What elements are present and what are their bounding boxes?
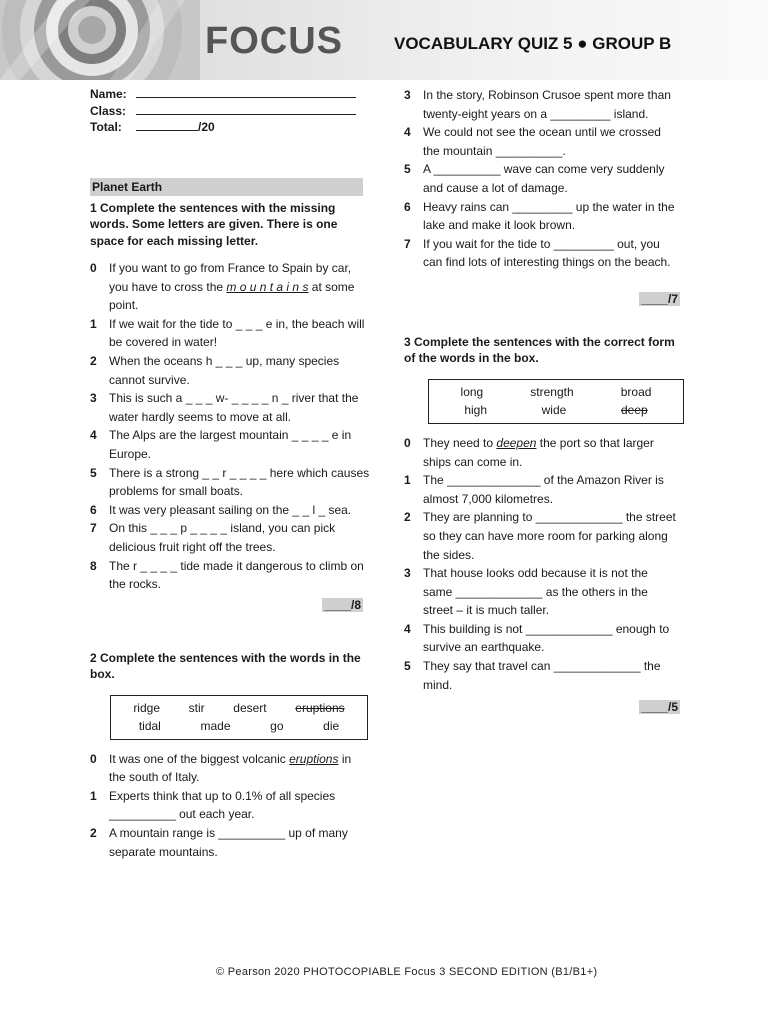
question-text: We could not see the ocean until we crossed the mountain __________. [423,125,661,158]
exercise2-score-wrap [404,292,680,306]
question-text-before: If you want to go from France to Spain by car, you have to cross the [109,261,352,294]
question-text: A mountain range is __________ up of many separate mountains. [109,826,348,859]
question-item [404,434,680,471]
question-item [90,426,370,463]
left-column [90,86,370,861]
right-column [404,86,680,714]
box-word: deep [620,403,648,418]
question-number: 1 [90,316,97,331]
total-suffix: /20 [198,120,215,134]
question-text: This is such a _ _ _ w- _ _ _ _ n _ river that the water hardly seems to move at all. [109,391,359,424]
exercise3-score-wrap [404,700,680,714]
question-number: 1 [404,473,411,488]
exercise3-word-box [428,379,684,424]
box-word: long [460,384,484,399]
question-number: 2 [404,510,411,525]
question-item [90,352,370,389]
question-text-after: the port so that larger ships can come in. [423,435,654,469]
question-item [404,198,680,235]
student-fields [90,86,370,136]
copyright-footer: © Pearson 2020 PHOTOCOPIABLE Focus 3 SECOND EDITION (B1/B1+) [216,966,598,978]
question-item [90,787,370,824]
word-box-row-1 [119,699,359,718]
question-item [90,389,370,426]
question-text: The ______________ of the Amazon River is almost 7,000 kilometres. [423,473,664,506]
question-number: 5 [90,465,97,480]
question-number: 2 [90,826,97,841]
name-label: Name: [90,87,127,101]
box-word: high [464,403,487,418]
total-field-row [90,119,370,136]
class-field[interactable] [136,103,356,115]
question-text: When the oceans h _ _ _ up, many species cannot survive. [109,353,340,387]
question-number: 6 [90,502,97,517]
question-number: 0 [90,261,97,275]
exercise2-instruction: 2 Complete the sentences with the words in the box. [90,650,361,682]
box-word: die [323,719,340,734]
total-field[interactable] [136,119,198,131]
brand-logo: FOCUS [205,20,343,62]
example-answer: eruptions [289,751,339,766]
exercise1-list [90,259,370,594]
question-item [404,471,680,508]
box-word: go [270,719,284,734]
exercise3-list [404,434,680,694]
example-answer: deepen [496,435,537,450]
question-text: Experts think that up to 0.1% of all species __________ out each year. [109,788,336,822]
question-item [404,564,680,620]
question-item [404,235,680,272]
question-number: 4 [90,428,97,443]
question-text: They say that travel can _____________ the mind. [423,659,661,692]
word-box-row-2 [437,401,675,420]
exercise2-list-right [404,86,680,272]
question-number: 8 [90,558,97,573]
question-text: If you wait for the tide to _________ out, you can find lots of interesting things on the beach. [423,236,671,270]
question-text-after: in the south of Italy. [109,751,352,785]
question-text: There is a strong _ _ r _ _ _ _ here which causes problems for small boats. [109,465,370,499]
question-text [109,259,370,315]
question-text: A __________ wave can come very suddenly and cause a lot of damage. [423,162,665,195]
question-number: 0 [90,751,97,766]
question-number: 2 [90,353,97,368]
question-number: 4 [404,125,411,140]
question-text: Heavy rains can _________ up the water in the lake and make it look brown. [423,199,675,233]
question-item [90,315,370,352]
question-item [90,501,370,520]
question-text: It was very pleasant sailing on the _ _ l _ sea. [109,502,352,517]
name-field-row [90,86,370,103]
question-item [90,750,370,787]
question-item [90,519,370,556]
question-number: 3 [404,566,411,581]
question-item [404,657,680,694]
word-box-row-2 [119,717,359,736]
question-number: 1 [90,788,97,803]
question-number: 4 [404,621,411,636]
question-item [90,464,370,501]
exercise2-score: ____/7 [641,291,678,306]
question-number: 3 [90,391,97,406]
question-text [423,434,680,471]
quiz-title: VOCABULARY QUIZ 5 ● GROUP B [394,34,672,53]
question-text: They are planning to _____________ the street so they can have more room for parking along the sides. [423,510,676,562]
name-field[interactable] [136,86,356,98]
question-item [90,259,370,315]
box-word: broad [620,384,652,399]
question-number: 0 [404,435,411,450]
question-text-before: They need to [423,435,497,450]
word-box-row-1 [437,383,675,402]
total-label: Total: [90,120,122,134]
box-word: desert [233,700,267,715]
exercise3-instruction: 3 Complete the sentences with the correct form of the words in the box. [404,334,675,366]
question-item [404,160,680,197]
box-word: made [200,719,231,734]
question-text-before: It was one of the biggest volcanic [109,751,290,766]
question-text-after: at some point. [109,279,355,313]
example-answer: m o u n t a i n s [226,279,309,294]
question-item [90,824,370,861]
question-text: In the story, Robinson Crusoe spent more than twenty-eight years on a _________ island. [423,88,671,121]
question-number: 6 [404,199,411,214]
exercise1-score-wrap [90,598,363,612]
question-number: 5 [404,659,411,674]
section-title: Planet Earth [90,178,363,196]
exercise1-instruction: 1 Complete the sentences with the missing words. Some letters are given. There is one space for each missing letter. [90,200,338,248]
question-text: On this _ _ _ p _ _ _ _ island, you can pick delicious fruit right off the trees. [109,521,336,554]
question-item [404,86,680,123]
question-item [90,557,370,594]
header-banner [0,0,768,80]
box-word: stir [188,700,205,715]
question-item [404,620,680,657]
question-text: The r _ _ _ _ tide made it dangerous to climb on the rocks. [109,558,364,592]
box-word: ridge [133,700,160,715]
question-text: That house looks odd because it is not the same _____________ as the others in the street – it is much taller. [423,566,648,618]
exercise3-score: ____/5 [641,700,678,715]
question-text: This building is not _____________ enough to survive an earthquake. [423,621,670,655]
question-number: 7 [404,236,411,251]
question-text: If we wait for the tide to _ _ _ e in, the beach will be covered in water! [109,316,365,350]
exercise2-word-box [110,695,368,740]
question-item [404,123,680,160]
question-number: 3 [404,88,411,102]
exercise1-score: ____/8 [324,597,361,612]
question-text [109,750,370,787]
box-word: tidal [138,719,161,734]
box-word: strength [530,384,574,399]
swirl-logo-graphic [0,0,200,80]
question-item [404,508,680,564]
question-number: 5 [404,162,411,177]
box-word: wide [541,403,567,418]
class-field-row [90,103,370,120]
exercise2-list-left [90,750,370,862]
box-word: eruptions [295,700,345,715]
class-label: Class: [90,103,127,118]
question-text: The Alps are the largest mountain _ _ _ _ e in Europe. [109,428,352,461]
question-number: 7 [90,521,97,536]
